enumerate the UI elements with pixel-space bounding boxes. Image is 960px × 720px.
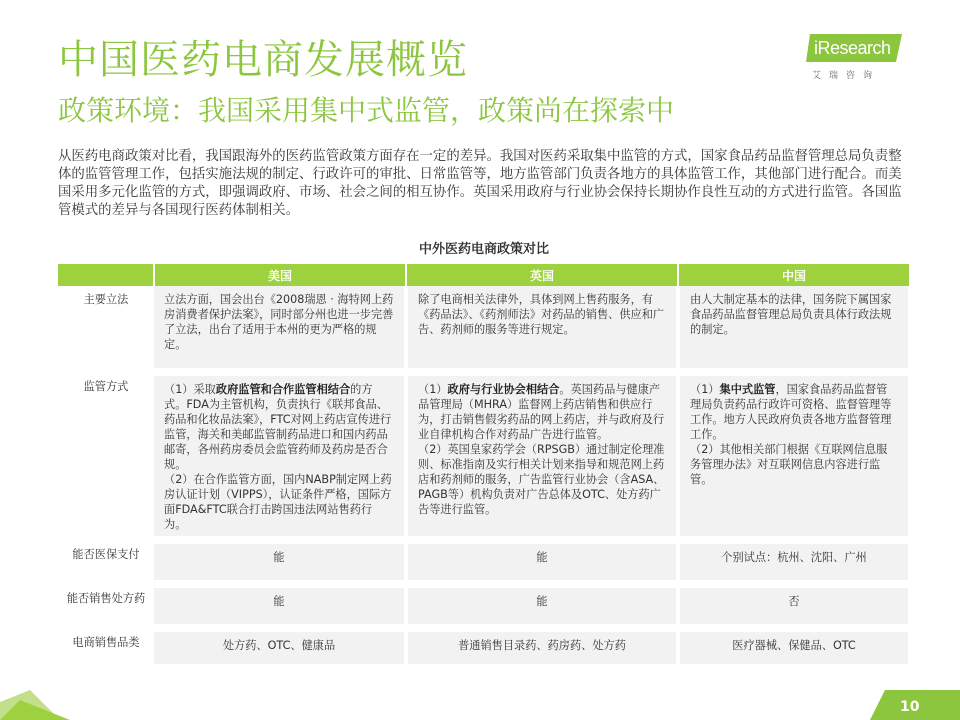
cell-cn: 医疗器械、保健品、OTC bbox=[678, 628, 910, 668]
cell-cn bbox=[678, 372, 910, 540]
logo-sub-text: 艾瑞咨询 bbox=[812, 71, 881, 81]
cell-us: 立法方面，国会出台《2008瑞恩 · 海特网上药房消费者保护法案》，同时部分州也进一步完善了立法，出台了适用于本州的更为严格的规定。 bbox=[154, 286, 406, 372]
cell-uk: 除了电商相关法律外，具体到网上售药服务，有《药品法》、《药剂师法》对药品的销售、供应和广告、药剂师的服务等进行规定。 bbox=[406, 286, 678, 372]
cell-text: （2）在合作监管方面，国内NABP制定网上药房认证计划（VIPPS），认证条件严格，国际方面FDA&FTC联合打击跨国违法网站售药行为。 bbox=[164, 473, 392, 531]
table-row bbox=[58, 628, 910, 668]
row-label: 能否销售处方药 bbox=[58, 584, 154, 628]
cell-text: （1） bbox=[690, 383, 720, 396]
cell-us: 能 bbox=[154, 540, 406, 584]
logo-brand-text: iResearch bbox=[814, 38, 891, 58]
table-row bbox=[58, 372, 910, 540]
table-title: 中外医药电商政策对比 bbox=[418, 242, 549, 257]
table-row bbox=[58, 584, 910, 628]
page-title: 中国医药电商发展概览 bbox=[58, 37, 468, 83]
row-label: 监管方式 bbox=[58, 372, 154, 540]
cell-emphasis: 集中式监管 bbox=[719, 383, 776, 396]
cell-emphasis: 政府与行业协会相结合 bbox=[447, 383, 560, 396]
cell-uk: 能 bbox=[406, 540, 678, 584]
cell-text: 的方式。FDA为主管机构，负责执行《联邦食品、药品和化妆品法案》，FTC对网上药店宣传进行监管，海关和美邮监管制药品进口和国内药品邮寄，各州药房委员会监管药师及药房是否合规。 bbox=[164, 383, 392, 471]
header-cn: 中国 bbox=[678, 264, 910, 286]
cell-text: （1）采取 bbox=[164, 383, 216, 396]
cell-uk: 普通销售目录药、药房药、处方药 bbox=[406, 628, 678, 668]
cell-uk bbox=[406, 372, 678, 540]
footer-bar bbox=[0, 690, 960, 720]
cell-emphasis: 政府监管和合作监管相结合 bbox=[215, 383, 351, 396]
header-uk: 英国 bbox=[406, 264, 678, 286]
cell-us bbox=[154, 372, 406, 540]
page-subtitle: 政策环境：我国采用集中式监管，政策尚在探索中 bbox=[58, 94, 675, 127]
table-row bbox=[58, 540, 910, 584]
table-header-row bbox=[58, 264, 910, 286]
cell-cn: 个别试点：杭州、沈阳、广州 bbox=[678, 540, 910, 584]
iresearch-logo bbox=[806, 34, 906, 84]
row-label: 主要立法 bbox=[58, 286, 154, 372]
cell-text: （1） bbox=[418, 383, 448, 396]
header-corner bbox=[58, 264, 154, 286]
cell-cn: 由人大制定基本的法律，国务院下属国家食品药品监督管理总局负责具体行政法规的制定。 bbox=[678, 286, 910, 372]
cell-text: （2）英国皇家药学会（RPSGB）通过制定伦理准则、标准指南及实行相关计划来指导和规范网上药店和药剂师的服务，广告监管行业协会（含ASA、PAGB等）机构负责对广告总体及OTC、处方药广告等进行监管。 bbox=[418, 443, 665, 516]
cell-cn: 否 bbox=[678, 584, 910, 628]
cell-us: 处方药、OTC、健康品 bbox=[154, 628, 406, 668]
cell-text: ，国家食品药品监督管理局负责药品行政许可资格、监督管理等工作。地方人民政府负责各地方监督管理工作。 bbox=[690, 383, 892, 441]
page-number: 10 bbox=[900, 699, 920, 715]
row-label: 电商销售品类 bbox=[58, 628, 154, 668]
policy-comparison-table bbox=[58, 264, 912, 672]
table-row bbox=[58, 286, 910, 372]
cell-text: （2）其他相关部门根据《互联网信息服务管理办法》对互联网信息内容进行监管。 bbox=[690, 443, 888, 486]
row-label: 能否医保支付 bbox=[58, 540, 154, 584]
cell-us: 能 bbox=[154, 584, 406, 628]
header-us: 美国 bbox=[154, 264, 406, 286]
cell-text: 。英国药品与健康产品管理局（MHRA）监督网上药店销售和供应行为，打击销售假劣药品的网上药店，并与政府及行业自律机构合作对药品广告进行监管。 bbox=[418, 383, 665, 441]
intro-paragraph: 从医药电商政策对比看，我国跟海外的医药监管政策方面存在一定的差异。我国对医药采取集中监管的方式，国家食品药品监督管理总局负责整体的监管管理工作，包括实施法规的制定、行政许可的审批、日常监管等，地方监管部门负责各地方的具体监管工作，其他部门进行配合。而美国采用多元化监管的方式，即强调政府、市场、社会之间的相互协作。英国采用政府与行业协会保持长期协作良性互动的方式进行监管。各国监管模式的差异与各国现行医药体制相关。 bbox=[58, 149, 902, 218]
cell-uk: 能 bbox=[406, 584, 678, 628]
